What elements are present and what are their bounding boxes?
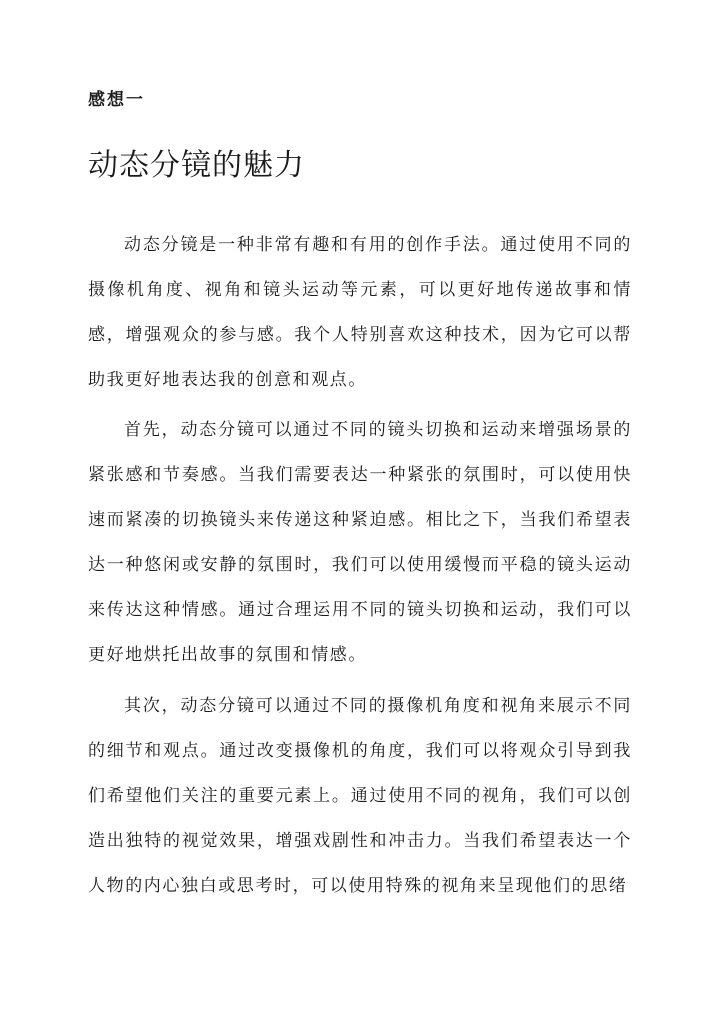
paragraph: 其次，动态分镜可以通过不同的摄像机角度和视角来展示不同的细节和观点。通过改变摄像机的角度，我们可以将观众引导到我们希望他们关注的重要元素上。通过使用不同的视角，我们可以创造出独特的视觉效果，增强戏剧性和冲击力。当我们希望表达一个人物的内心独白或思考时，可以使用特殊的视角来呈现他们的思绪 [88,696,632,896]
paragraph: 动态分镜是一种非常有趣和有用的创作手法。通过使用不同的摄像机角度、视角和镜头运动等元素，可以更好地传递故事和情感，增强观众的参与感。我个人特别喜欢这种技术，因为它可以帮助我更好地表达我的创意和观点。 [88,235,632,390]
section-label: 感想一 [88,90,145,110]
page-title: 动态分镜的魅力 [88,148,305,183]
paragraph: 首先，动态分镜可以通过不同的镜头切换和运动来增强场景的紧张感和节奏感。当我们需要表达一种紧张的氛围时，可以使用快速而紧凑的切换镜头来传递这种紧迫感。相比之下，当我们希望表达一种悠闲或安静的氛围时，我们可以使用缓慢而平稳的镜头运动来传达这种情感。通过合理运用不同的镜头切换和运动，我们可以更好地烘托出故事的氛围和情感。 [88,420,632,665]
